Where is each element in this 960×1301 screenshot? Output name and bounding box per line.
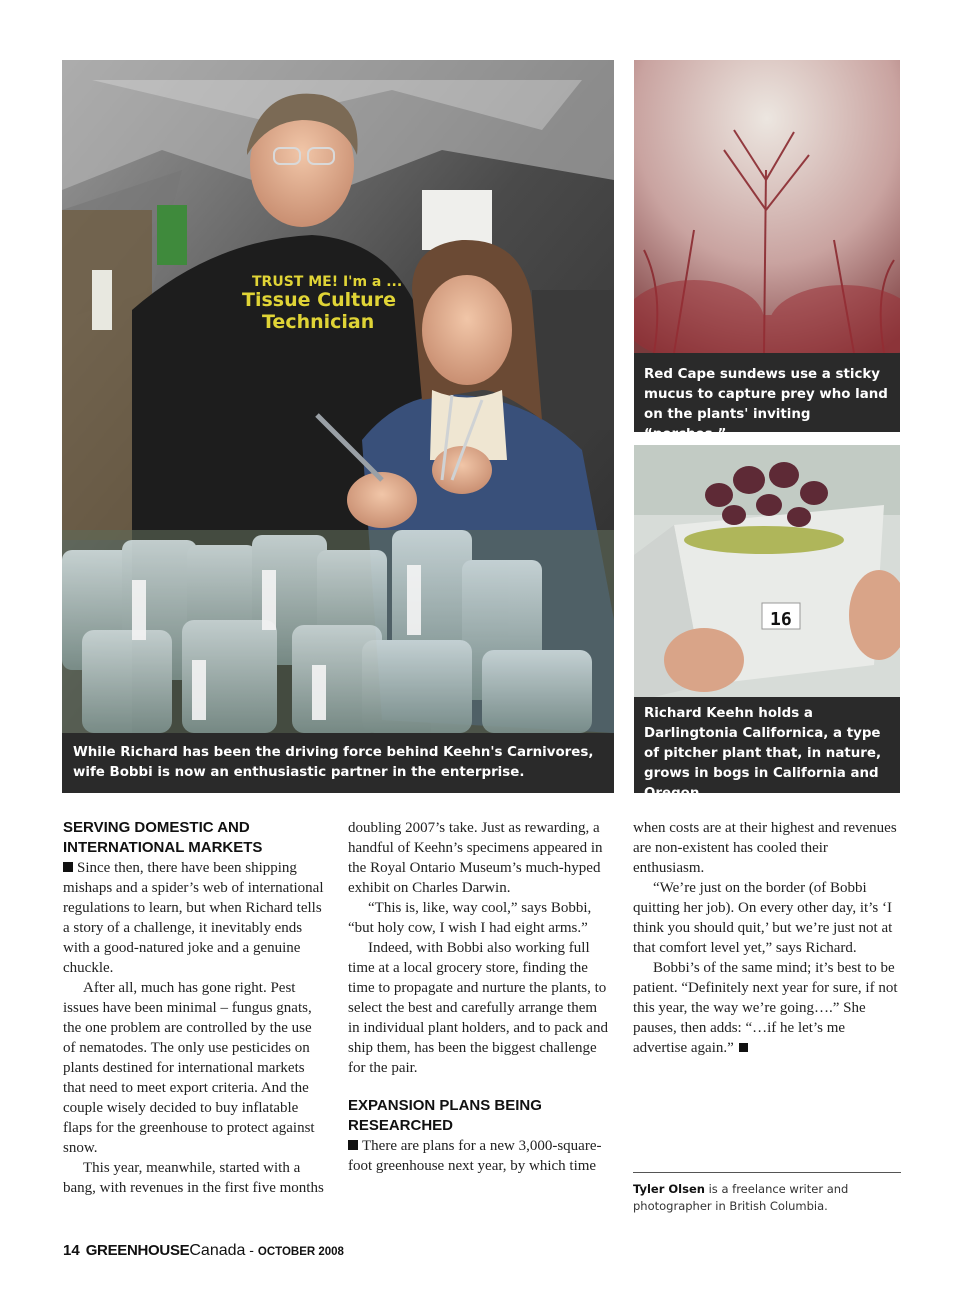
pitcher-plant-photo (634, 445, 900, 697)
section-heading-domestic-international: SERVING DOMESTIC AND INTERNATIONAL MARKETS (63, 819, 263, 856)
paragraph-3: This year, meanwhile, started with a bang, with revenues in the first five months (63, 1160, 324, 1196)
shirt-text-line3: Technician (262, 311, 375, 333)
paragraph-4: “This is, like, way cool,” says Bobbi, “but holy cow, I wish I had eight arms.” (348, 900, 592, 936)
paragraph-7: “We’re just on the border (of Bobbi quitting her job). On every other day, it’s ‘I think you should quit,’ but we’re just not at that comfort level yet,” says Richard. (633, 880, 893, 956)
end-of-story-square-icon (739, 1043, 748, 1052)
shirt-text-line2: Tissue Culture (242, 289, 396, 311)
paragraph-2: After all, much has gone right. Pest issues have been minimal – fungus gnats, the one problem are controlled by the use of nematodes. The only use pesticides on plants destined for international markets that need to meet export criteria. And the couple wisely decided to buy inflatable flaps for the greenhouse to protect against snow. (63, 980, 315, 1156)
paragraph-8: Bobbi’s of the same mind; it’s best to be patient. “Definitely next year for sure, if not this year, the way we’re going….” She pauses, then adds: “…if he let’s me advertise again.” (633, 960, 898, 1056)
paragraph-5: Indeed, with Bobbi also working full time at a local grocery store, finding the time to propagate and nurture the plants, to select the best and carefully arrange them in individual plant holders, and to pack and ship them, has been the biggest challenge for the pair. (348, 940, 608, 1076)
sundew-photo (634, 60, 900, 353)
article-column-1 (63, 818, 327, 1198)
issue-date: OCTOBER 2008 (257, 1246, 344, 1258)
author-bio-text: is a freelance writer and photographer in British Columbia. (633, 1182, 849, 1213)
author-bio (633, 1172, 901, 1215)
footer-separator: - (245, 1242, 258, 1258)
sundew-photo-caption: Red Cape sundews use a sticky mucus to capture prey who land on the plants' inviting “perches.” (634, 353, 900, 432)
paragraph-6: There are plans for a new 3,000-square-foot greenhouse next year, by which time (348, 1138, 602, 1174)
article-column-2 (348, 818, 612, 1178)
pot-number-tag: 16 (770, 609, 792, 630)
page-footer (63, 1242, 344, 1260)
magazine-name-bold: GREENHOUSE (85, 1242, 190, 1259)
author-name: Tyler Olsen (633, 1182, 705, 1196)
shirt-text-line1: TRUST ME! I'm a ... (252, 274, 403, 290)
magazine-name-light: Canada (189, 1242, 246, 1259)
article-column-3 (633, 818, 899, 1164)
main-photo-caption: While Richard has been the driving force behind Keehn's Carnivores, wife Bobbi is now an enthusiastic partner in the enterprise. (62, 733, 614, 793)
section-heading-expansion-plans: EXPANSION PLANS BEING RESEARCHED (348, 1097, 542, 1134)
paragraph-3-continued: doubling 2007’s take. Just as rewarding, a handful of Keehn’s specimens appeared in the Royal Ontario Museum’s much-hyped exhibit on Charles Darwin. (348, 820, 603, 896)
pitcher-plant-photo-caption: Richard Keehn holds a Darlingtonia Californica, a type of pitcher plant that, in nature, grows in bogs in California and Oregon. (634, 697, 900, 793)
paragraph-6-continued: when costs are at their highest and revenues are non-existent has cooled their enthusiasm. (633, 818, 899, 878)
paragraph-start-square-icon (63, 862, 73, 872)
main-photo (62, 60, 614, 733)
page-number: 14 (63, 1242, 80, 1259)
paragraph-1: Since then, there have been shipping mishaps and a spider’s web of international regulations to learn, but when Richard tells a story of a challenge, it inevitably ends with a good-natured joke and a genuine chuckle. (63, 860, 324, 976)
paragraph-start-square-icon (348, 1140, 358, 1150)
